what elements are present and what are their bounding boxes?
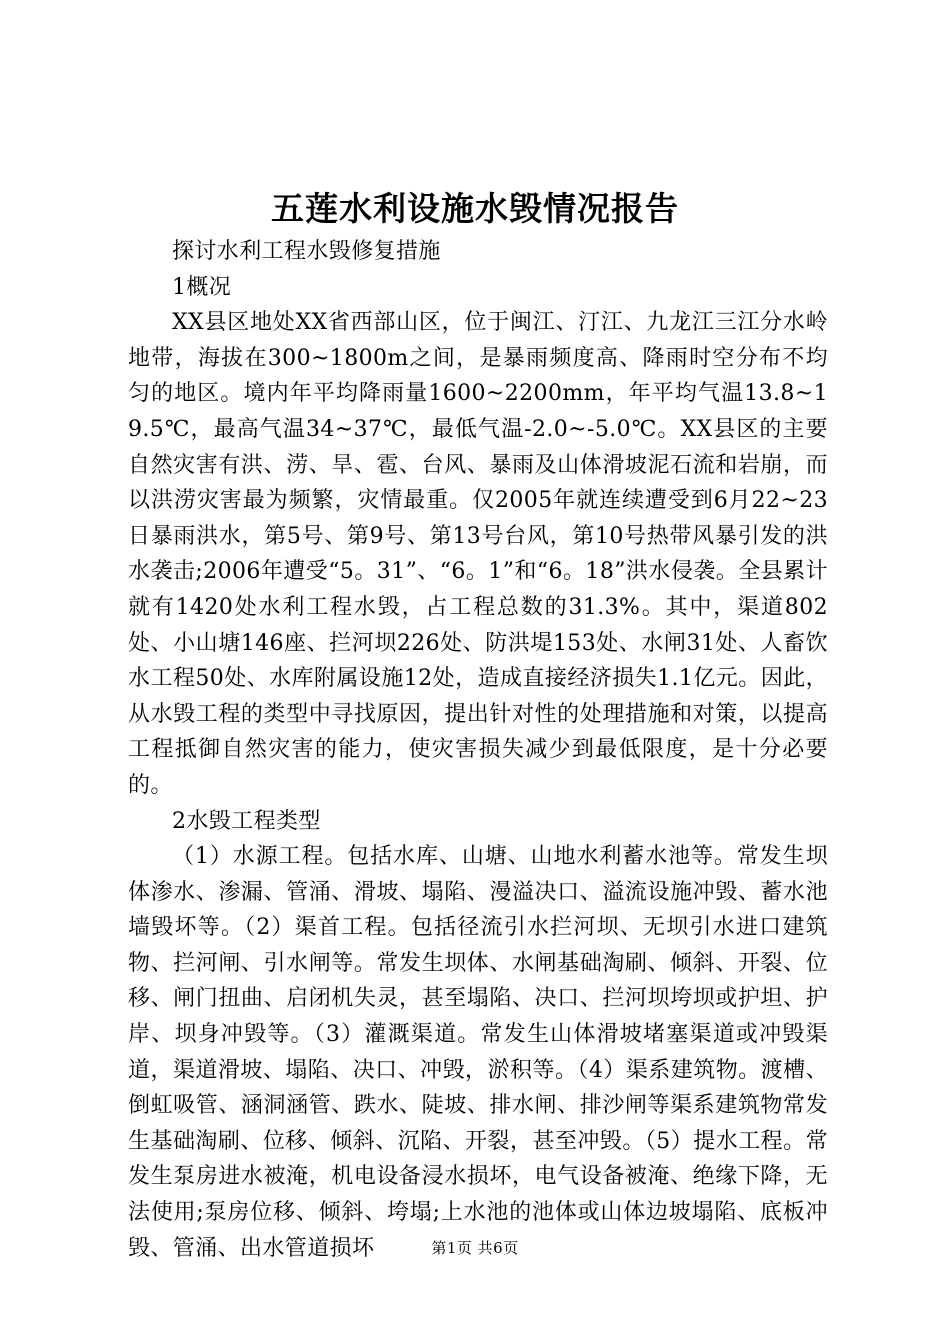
page-footer: 第1页 共6页	[431, 1239, 519, 1257]
document-body	[128, 234, 828, 1266]
paragraph-overview: XX县区地处XX省西部山区，位于闽江、汀江、九龙江三江分水岭地带，海拔在300~1800m之间，是暴雨频度高、降雨时空分布不均匀的地区。境内年平均降雨量1600~2200mm，年平均气温13.8~19.5℃，最高气温34~37℃，最低气温-2.0~-5.0℃。XX县区的主要自然灾害有洪、涝、旱、雹、台风、暴雨及山体滑坡泥石流和岩崩，而以洪涝灾害最为频繁，灾情最重。仅2005年就连续遭受到6月22~23日暴雨洪水，第5号、第9号、第13号台风，第10号热带风暴引发的洪水袭击;2006年遭受“5。31”、“6。1”和“6。18”洪水侵袭。全县累计就有1420处水利工程水毁，占工程总数的31.3%。其中，渠道802处、小山塘146座、拦河坝226处、防洪堤153处、水闸31处、人畜饮水工程50处、水库附属设施12处，造成直接经济损失1.1亿元。因此，从水毁工程的类型中寻找原因，提出针对性的处理措施和对策，以提高工程抵御自然灾害的能力，使灾害损失减少到最低限度，是十分必要的。	[128, 310, 828, 798]
section-heading-overview: 1概况	[172, 274, 232, 300]
document-title: 五莲水利设施水毁情况报告	[271, 189, 679, 228]
paragraph-damage-types: （1）水源工程。包括水库、山塘、山地水利蓄水池等。常发生坝体渗水、渗漏、管涌、滑坡、塌陷、漫溢决口、溢流设施冲毁、蓄水池墙毁坏等。（2）渠首工程。包括径流引水拦河坝、无坝引水进口建筑物、拦河闸、引水闸等。常发生坝体、水闸基础淘刷、倾斜、开裂、位移、闸门扭曲、启闭机失灵，甚至塌陷、决口、拦河坝垮坝或护坦、护岸、坝身冲毁等。（3）灌溉渠道。常发生山体滑坡堵塞渠道或冲毁渠道，渠道滑坡、塌陷、决口、冲毁，淤积等。（4）渠系建筑物。渡槽、倒虹吸管、涵洞涵管、跌水、陡坡、排水闸、排沙闸等渠系建筑物常发生基础淘刷、位移、倾斜、沉陷、开裂，甚至冲毁。（5）提水工程。常发生泵房进水被淹，机电设备浸水损坏，电气设备被淹、绝缘下降，无法使用;泵房位移、倾斜、垮塌;上水池的池体或山体边坡塌陷、底板冲毁、管涌、出水管道损坏	[128, 844, 828, 1261]
paragraph-subtitle: 探讨水利工程水毁修复措施	[172, 239, 441, 264]
section-heading-damage-types: 2水毁工程类型	[172, 808, 321, 834]
